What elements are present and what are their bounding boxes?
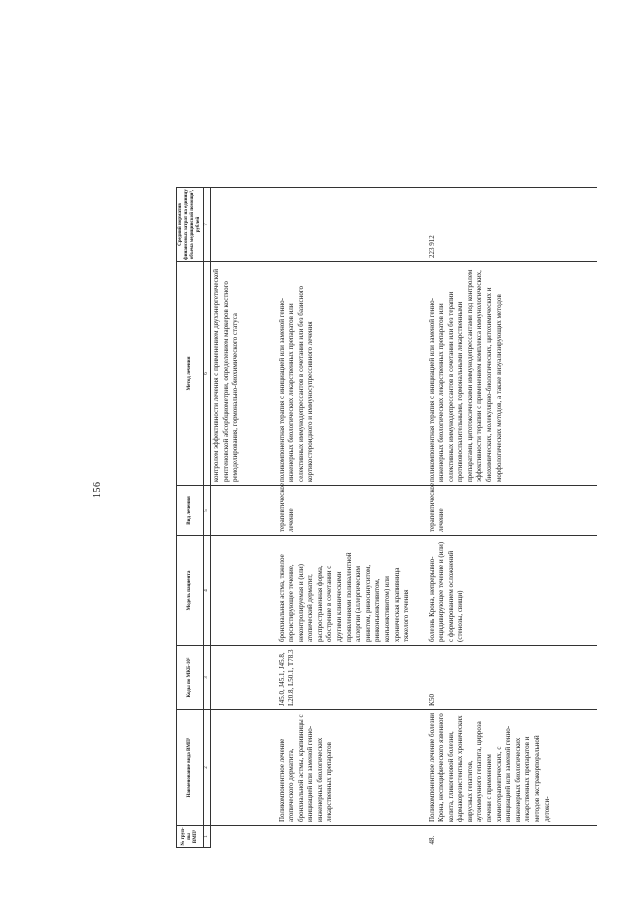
cell-name: Поликомпонентное лечение болезни Крона, неспецифического язвенного колита, гликогеновой болезни, фармакорезистентных хронических вирусных гепатитов, аутоиммунного гепатита, цирроза печени с применением химиотерапевтических, с инициацией или заменой генно-инженерных биологических лекарственных препаратов и методов экстракорпоральной детокси- <box>427 710 597 826</box>
cell-method: поликомпонентная терапия с инициацией или заменой генно-инженерных биологических лекарственных препаратов или селективных иммунодепрессантов в сочетании или без базисного кортикостероидного и иммуносупрессивного лечения <box>277 262 427 486</box>
column-number: 4 <box>204 536 211 646</box>
cell-group <box>211 826 277 848</box>
table-header-row <box>177 188 204 848</box>
cell-name: Поликомпонентное лечение атопического дерматита, бронхиальной астмы, крапивницы с инициацией или заменой генно-инженерных биологических лекарственных препаратов <box>277 710 427 826</box>
column-number: 6 <box>204 262 211 486</box>
column-number: 2 <box>204 710 211 826</box>
cell-treatment: терапевтическое лечение <box>427 486 597 536</box>
cell-treatment: терапевтическое лечение <box>277 486 427 536</box>
cell-model: бронхиальная астма, тяжелое персистирующее течение, неконтролируемая и (или) атопический дерматит, распространенная форма, обострение в сочетании с другими клиническими проявлениями поливалентной аллергии (аллергическим ринитом, риносинуситом, ринконъюнктивитом, конъюнктивитом) или хроническая крапивница тяжелого течения <box>277 536 427 646</box>
column-number: 5 <box>204 486 211 536</box>
cell-model <box>211 536 277 646</box>
cell-name <box>211 710 277 826</box>
cell-cost: 223 912 <box>427 188 597 262</box>
header-group-number: № груп-пы ВМП¹ <box>177 826 204 848</box>
header-treatment-type: Вид лечения <box>177 486 204 536</box>
cell-cost <box>211 188 277 262</box>
cell-group <box>277 826 427 848</box>
document-sheet <box>176 188 606 848</box>
column-number-row <box>204 188 211 848</box>
table-row <box>427 188 597 848</box>
cell-codes: J45.0, J45.1, J45.8, L20.8, L50.1, T78.3 <box>277 646 427 710</box>
cell-cost <box>277 188 427 262</box>
cell-treatment <box>211 486 277 536</box>
header-treatment-method: Метод лечения <box>177 262 204 486</box>
cell-method: контролем эффективности лечения с применением двухэнергетической рентгеновской абсорбциометрии, определением маркеров костного ремоделирования, гормонально-биохимического статуса <box>211 262 277 486</box>
cell-group: 48. <box>427 826 597 848</box>
table-row <box>277 188 427 848</box>
column-number: 3 <box>204 646 211 710</box>
header-icd-codes: Коды по МКБ-10² <box>177 646 204 710</box>
header-vmp-name: Наименование вида ВМП¹ <box>177 710 204 826</box>
cell-method: поликомпонентная терапия с инициацией или заменой генно-инженерных биологических лекарственных препаратов или селективных иммунодепрессантов в сочетании или без терапии противовоспалительными, гормональными лекарственными препаратами, цитотоксическими иммунодепрессантами под контролем эффективности терапии с применением комплекса иммунологических, биохимических, молекулярно-биологических, цитохимических и морфологических методов, а также визуализирующих методов <box>427 262 597 486</box>
header-patient-model: Модель пациента <box>177 536 204 646</box>
cell-codes <box>211 646 277 710</box>
column-number: 1 <box>204 826 211 848</box>
cell-model: болезнь Крона, непрерывно-рецидивирующее течение и (или) с формированием осложнений (стенозы, свищи) <box>427 536 597 646</box>
vmp-table <box>176 187 597 848</box>
cell-codes: K50 <box>427 646 597 710</box>
header-average-cost: Средний норматив финансовых затрат на единицу объема медицинской помощи³, рублей <box>177 188 204 262</box>
column-number: 7 <box>204 188 211 262</box>
page-number: 156 <box>92 481 103 498</box>
table-row <box>211 188 277 848</box>
